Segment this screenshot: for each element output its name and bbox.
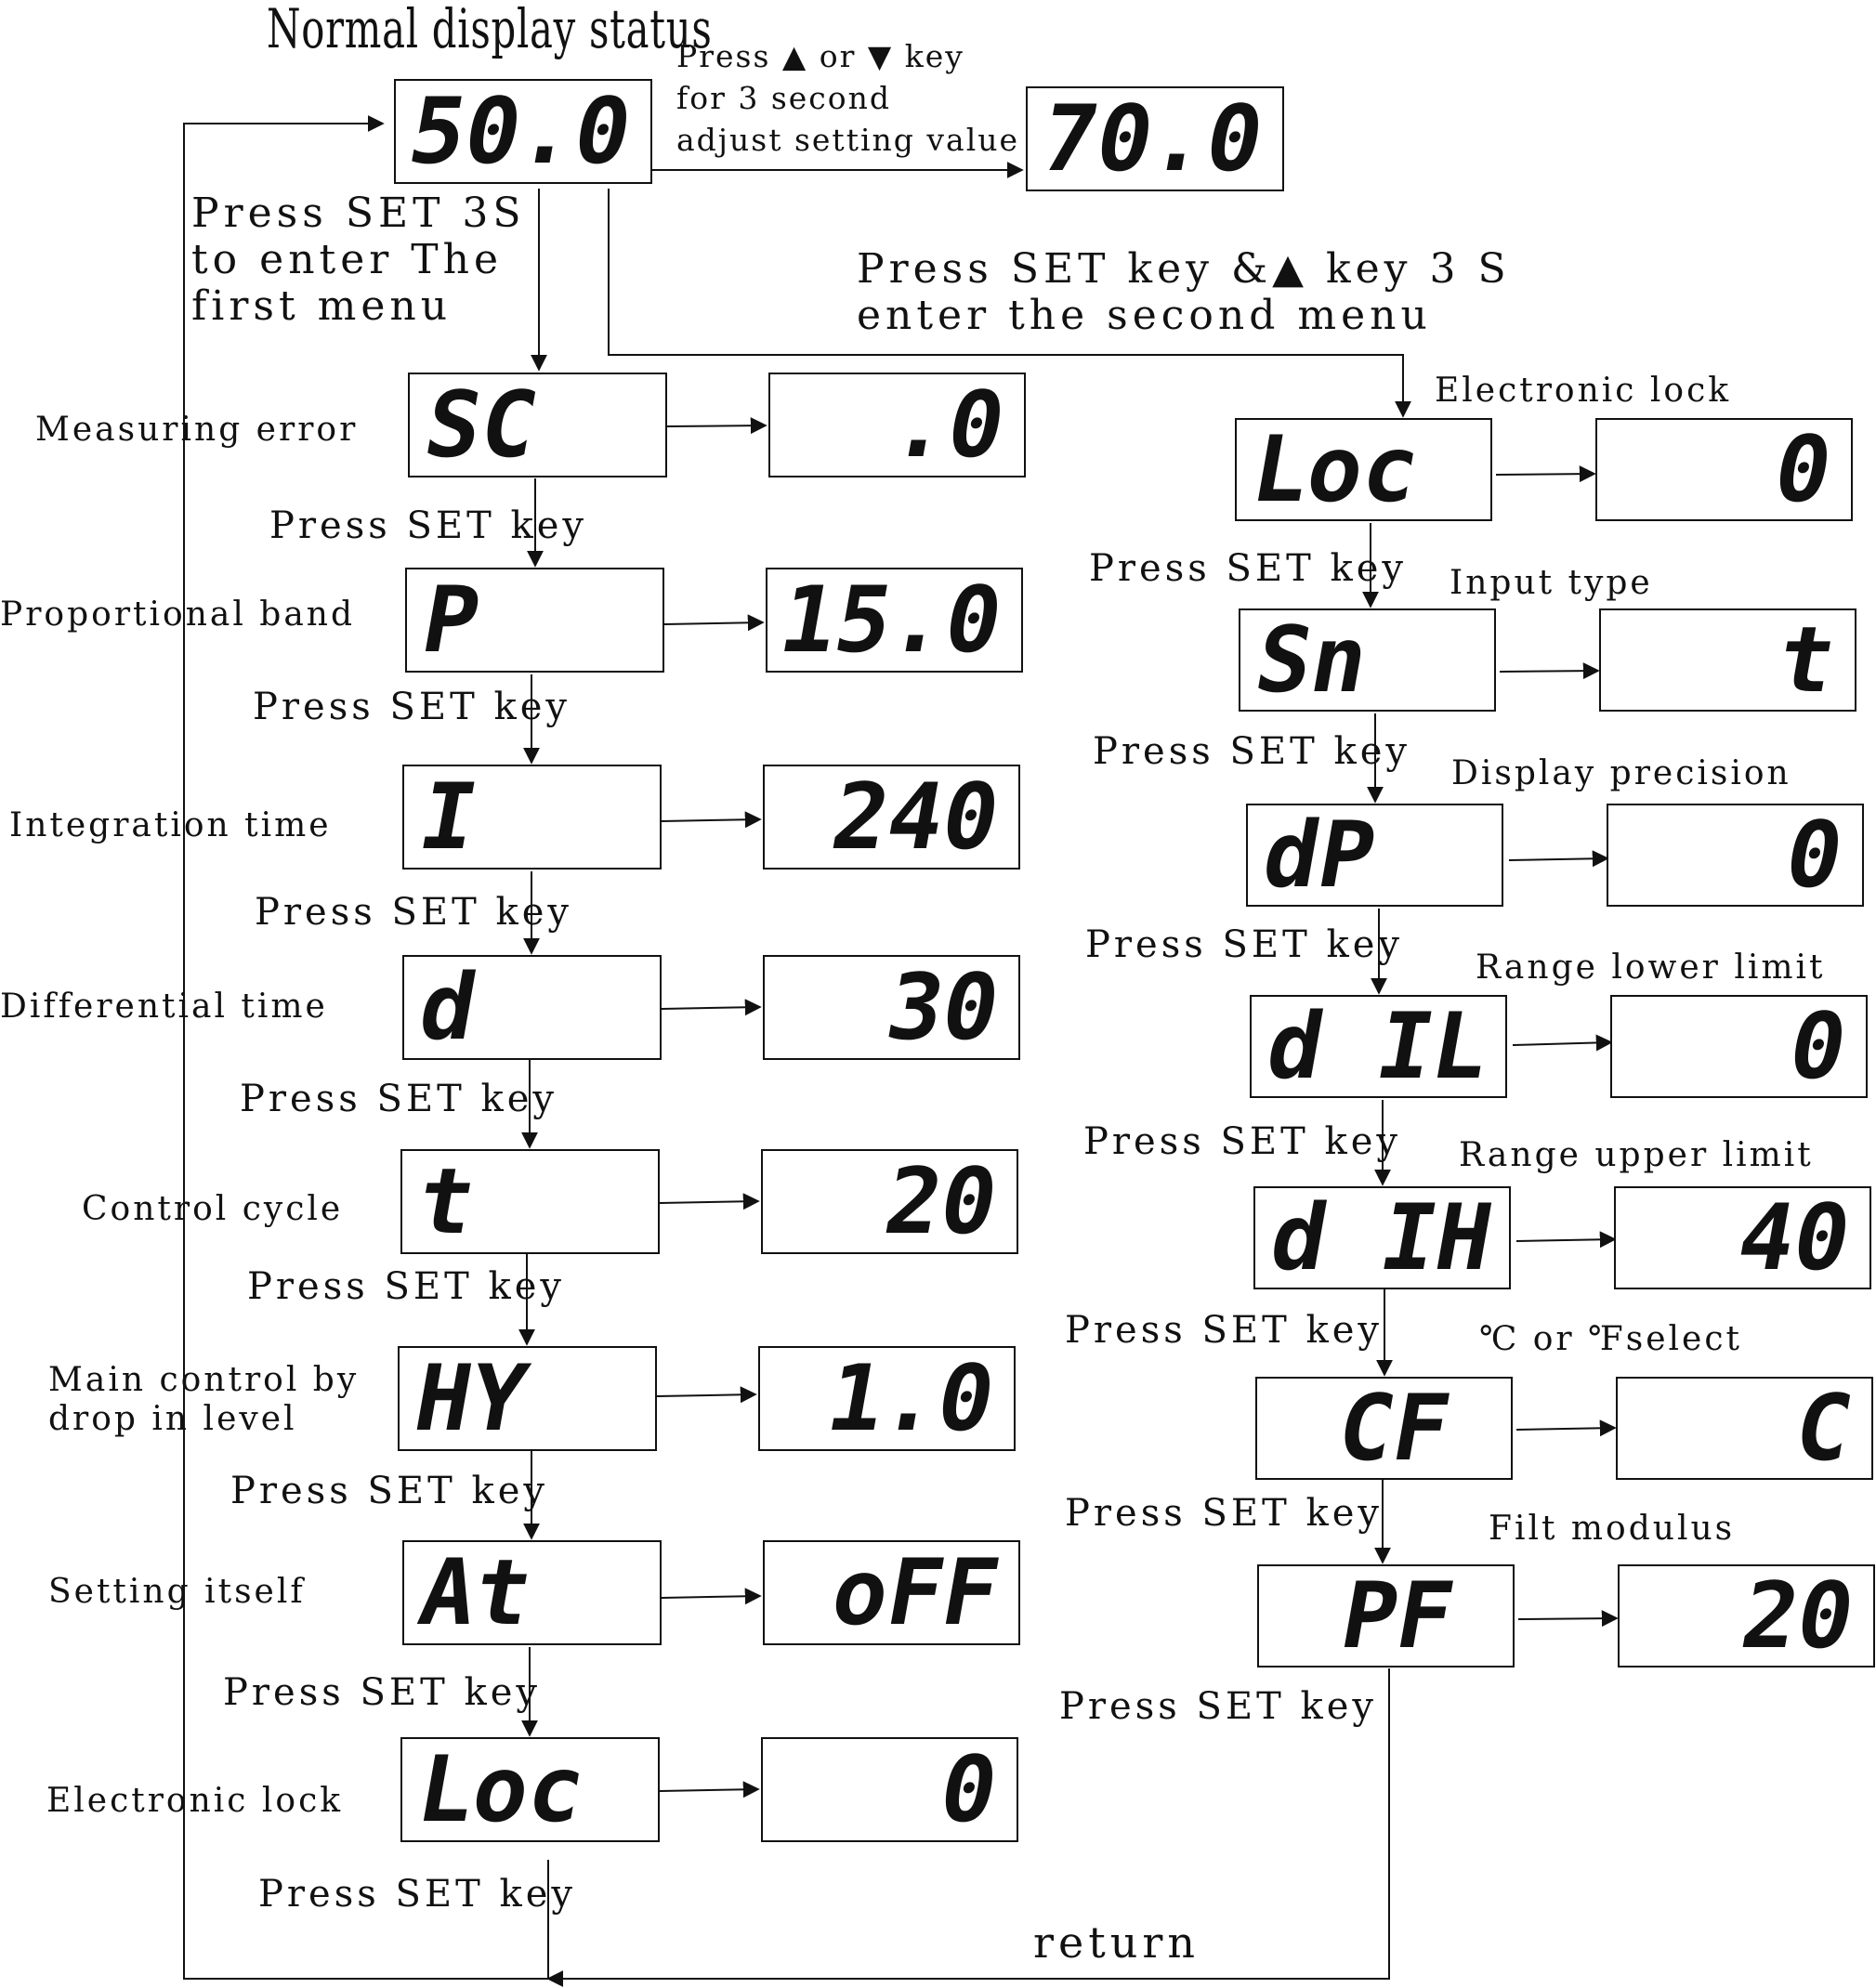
second-menu-value-dp: 0	[1777, 802, 1852, 909]
first-menu-code-p: P	[413, 567, 489, 674]
second-menu-note-line-2: enter the second menu	[857, 292, 1432, 339]
second-menu-code-loc: Loc	[1243, 416, 1428, 523]
first-menu-value-box-d	[763, 955, 1020, 1060]
second-menu-code-dp: dP	[1254, 802, 1384, 909]
first-menu-label-electronic-lock: Electronic lock	[46, 1782, 344, 1820]
press-set-label: Press SET key	[269, 504, 587, 547]
press-set-label: Press SET key	[1089, 547, 1407, 590]
second-menu-value-box-pf	[1618, 1564, 1875, 1668]
second-menu-value-box-dih	[1614, 1186, 1871, 1289]
normal-display	[394, 79, 652, 184]
first-menu-code-box-t	[400, 1149, 660, 1254]
adjust-note-line-2: for 3 second	[676, 80, 892, 116]
press-set-label: Press SET key	[240, 1078, 558, 1120]
first-menu-value-d: 30	[878, 954, 1008, 1061]
first-menu-code-box-at	[402, 1540, 662, 1645]
second-menu-value-box-sn	[1599, 608, 1856, 712]
press-set-label: Press SET key	[253, 686, 571, 728]
first-menu-label-integration-time: Integration time	[9, 806, 332, 844]
second-menu-label-display-precision: Display precision	[1451, 754, 1791, 792]
first-menu-value-box-loc	[761, 1737, 1018, 1842]
first-menu-label-control-cycle: Control cycle	[82, 1190, 344, 1228]
adjusted-display	[1026, 86, 1284, 191]
first-menu-note-line-1: Press SET 3S	[191, 190, 526, 237]
first-menu-code-box-hy	[398, 1346, 657, 1451]
first-menu-value-loc: 0	[931, 1736, 1006, 1843]
first-menu-value-t: 20	[876, 1148, 1006, 1255]
first-menu-value-box-at	[763, 1540, 1020, 1645]
first-menu-value-box-hy	[758, 1346, 1016, 1451]
second-menu-code-box-sn	[1239, 608, 1496, 712]
second-menu-code-box-dih	[1253, 1186, 1511, 1289]
press-set-label: Press SET key	[255, 891, 572, 934]
second-menu-code-sn: Sn	[1247, 607, 1377, 713]
first-menu-code-hy: HY	[406, 1345, 536, 1452]
first-menu-note-line-2: to enter The	[191, 236, 503, 283]
first-menu-value-box-sc	[768, 373, 1026, 477]
second-menu-note-line-1: Press SET key &▲ key 3 S	[857, 245, 1511, 293]
first-menu-value-box-p	[766, 568, 1023, 673]
second-menu-label-electronic-lock: Electronic lock	[1435, 372, 1732, 410]
press-set-label: Press SET key	[1093, 730, 1410, 773]
second-menu-value-box-dp	[1607, 804, 1864, 907]
second-menu-value-pf: 20	[1733, 1563, 1863, 1669]
second-menu-label-input-type: Input type	[1450, 564, 1653, 602]
second-menu-code-box-pf	[1257, 1564, 1515, 1668]
page-title: Normal display status	[267, 0, 713, 60]
press-set-label: Press SET key	[1083, 1120, 1401, 1163]
press-set-label: Press SET key	[223, 1671, 541, 1714]
return-label: return	[1033, 1917, 1200, 1968]
first-menu-label-proportional-band: Proportional band	[0, 595, 356, 634]
second-menu-value-cf: C	[1786, 1375, 1861, 1482]
adjust-note-line-3: adjust setting value	[676, 122, 1020, 158]
adjusted-display-value: 70.0	[1032, 85, 1272, 192]
second-menu-value-loc: 0	[1765, 416, 1841, 523]
first-menu-label-main-control-line-1: Main control by	[48, 1361, 360, 1399]
first-menu-label-differential-time: Differential time	[0, 987, 328, 1026]
second-menu-value-dil: 0	[1780, 993, 1856, 1100]
press-set-label: Press SET key	[258, 1873, 576, 1916]
first-menu-value-hy: 1.0	[819, 1345, 1004, 1452]
first-menu-code-box-loc	[400, 1737, 660, 1842]
press-set-label: Press SET key	[247, 1265, 565, 1308]
second-menu-value-dih: 40	[1729, 1184, 1859, 1291]
second-menu-code-box-dp	[1246, 804, 1503, 907]
second-menu-code-box-dil	[1250, 995, 1507, 1098]
second-menu-code-dih: d IH	[1262, 1184, 1502, 1291]
first-menu-value-box-i	[763, 765, 1020, 870]
press-set-label: Press SET key	[1065, 1309, 1383, 1352]
first-menu-value-i: 240	[823, 764, 1008, 870]
first-menu-code-d: d	[411, 954, 486, 1061]
second-menu-value-box-dil	[1610, 995, 1868, 1098]
first-menu-value-p: 15.0	[771, 567, 1011, 674]
second-menu-label-filt-modulus: Filt modulus	[1489, 1510, 1736, 1548]
first-menu-note-line-3: first menu	[191, 282, 453, 330]
press-set-label: Press SET key	[1085, 923, 1403, 966]
first-menu-value-sc: .0	[884, 372, 1014, 478]
first-menu-code-loc: Loc	[409, 1736, 594, 1843]
second-menu-code-pf: PF	[1332, 1563, 1463, 1669]
first-menu-code-box-p	[405, 568, 664, 673]
press-set-label: Press SET key	[230, 1470, 548, 1512]
second-menu-value-box-loc	[1595, 418, 1853, 521]
second-menu-value-box-cf	[1616, 1377, 1873, 1480]
second-menu-code-box-loc	[1235, 418, 1492, 521]
first-menu-value-at: oFF	[823, 1539, 1008, 1646]
second-menu-label-cf-select: ℃ or ℉select	[1479, 1320, 1742, 1358]
second-menu-label-range-upper-limit: Range upper limit	[1459, 1136, 1814, 1174]
first-menu-code-sc: SC	[416, 372, 546, 478]
first-menu-code-box-i	[402, 765, 662, 870]
second-menu-label-range-lower-limit: Range lower limit	[1476, 948, 1826, 987]
first-menu-code-at: At	[411, 1539, 541, 1646]
second-menu-code-dil: d IL	[1258, 993, 1498, 1100]
first-menu-code-t: t	[409, 1148, 484, 1255]
adjust-note-line-1: Press ▲ or ▼ key	[676, 38, 964, 74]
second-menu-code-cf: CF	[1329, 1375, 1459, 1482]
first-menu-label-measuring-error: Measuring error	[35, 411, 359, 449]
first-menu-label-main-control-line-2: drop in level	[48, 1400, 297, 1438]
press-set-label: Press SET key	[1059, 1685, 1377, 1728]
first-menu-code-i: I	[411, 764, 486, 870]
first-menu-value-box-t	[761, 1149, 1018, 1254]
first-menu-label-setting-itself: Setting itself	[48, 1573, 306, 1611]
normal-display-value: 50.0	[400, 78, 640, 185]
second-menu-value-sn: t	[1769, 607, 1844, 713]
first-menu-code-box-sc	[408, 373, 667, 477]
press-set-label: Press SET key	[1065, 1492, 1383, 1535]
first-menu-code-box-d	[402, 955, 662, 1060]
second-menu-code-box-cf	[1255, 1377, 1513, 1480]
